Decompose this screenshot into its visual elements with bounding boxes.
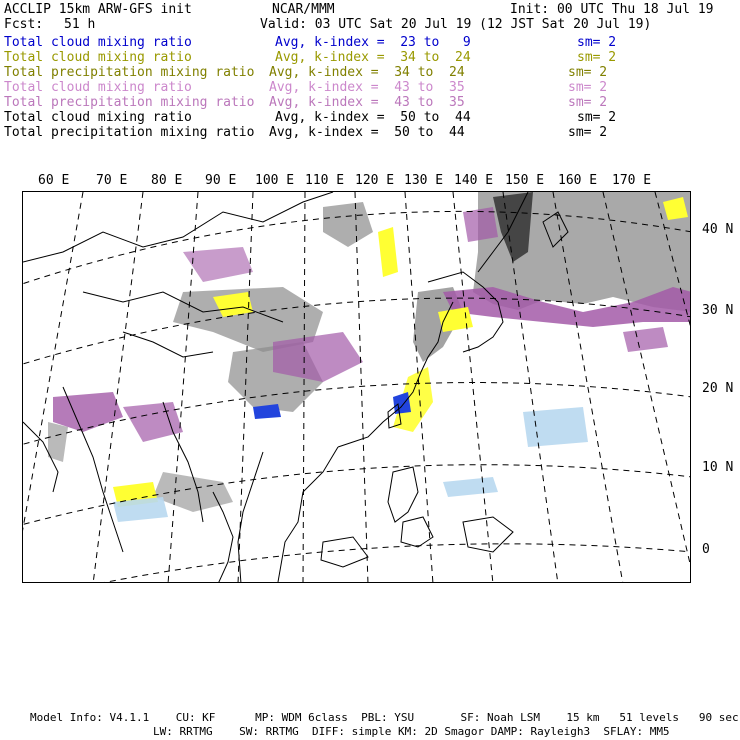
lat-label: 30 N	[702, 303, 734, 318]
forecast-label: Fcst:	[4, 17, 44, 32]
map-canvas	[23, 192, 691, 583]
legend-range: Avg, k-index = 34 to 24	[269, 65, 465, 80]
legend-range: Avg, k-index = 43 to 35	[269, 95, 465, 110]
lon-label: 90 E	[205, 173, 237, 188]
legend-smoothing: sm= 2	[568, 80, 608, 95]
legend-name: Total cloud mixing ratio	[4, 110, 192, 125]
legend-range: Avg, k-index = 34 to 24	[275, 50, 471, 65]
legend-smoothing: sm= 2	[577, 35, 617, 50]
legend-name: Total precipitation mixing ratio	[4, 95, 255, 110]
lat-label: 10 N	[702, 460, 734, 475]
lon-label: 170 E	[612, 173, 652, 188]
legend-smoothing: sm= 2	[568, 95, 608, 110]
legend-smoothing: sm= 2	[568, 65, 608, 80]
legend-smoothing: sm= 2	[577, 50, 617, 65]
lon-label: 140 E	[454, 173, 494, 188]
valid-time: Valid: 03 UTC Sat 20 Jul 19 (12 JST Sat 20 Jul 19)	[260, 17, 652, 32]
legend-name: Total cloud mixing ratio	[4, 35, 192, 50]
lon-label: 80 E	[151, 173, 183, 188]
lon-label: 110 E	[305, 173, 345, 188]
lat-label: 20 N	[702, 381, 734, 396]
model-title: ACCLIP 15km ARW-GFS init	[4, 2, 192, 17]
forecast-hour: 51 h	[64, 17, 96, 32]
lon-label: 70 E	[96, 173, 128, 188]
lon-label: 100 E	[255, 173, 295, 188]
lat-label: 40 N	[702, 222, 734, 237]
model-info-line-2: LW: RRTMG SW: RRTMG DIFF: simple KM: 2D Smagor DAMP: Rayleigh3 SFLAY: MM5	[153, 725, 670, 738]
legend-name: Total cloud mixing ratio	[4, 80, 192, 95]
legend-name: Total precipitation mixing ratio	[4, 125, 255, 140]
organization: NCAR/MMM	[272, 2, 335, 17]
lon-label: 150 E	[505, 173, 545, 188]
model-info-line-1: Model Info: V4.1.1 CU: KF MP: WDM 6class PBL: YSU SF: Noah LSM 15 km 51 levels 90 sec	[30, 711, 739, 724]
init-time: Init: 00 UTC Thu 18 Jul 19	[510, 2, 714, 17]
legend-range: Avg, k-index = 23 to 9	[275, 35, 471, 50]
lon-label: 130 E	[404, 173, 444, 188]
lon-label: 120 E	[355, 173, 395, 188]
legend-name: Total cloud mixing ratio	[4, 50, 192, 65]
lon-label: 160 E	[558, 173, 598, 188]
legend-range: Avg, k-index = 50 to 44	[275, 110, 471, 125]
legend-range: Avg, k-index = 43 to 35	[269, 80, 465, 95]
lat-label: 0	[702, 542, 710, 557]
legend-range: Avg, k-index = 50 to 44	[269, 125, 465, 140]
legend-smoothing: sm= 2	[568, 125, 608, 140]
cloud-field-gray	[48, 192, 691, 512]
legend-name: Total precipitation mixing ratio	[4, 65, 255, 80]
lon-label: 60 E	[38, 173, 70, 188]
legend-smoothing: sm= 2	[577, 110, 617, 125]
forecast-map	[22, 191, 691, 583]
